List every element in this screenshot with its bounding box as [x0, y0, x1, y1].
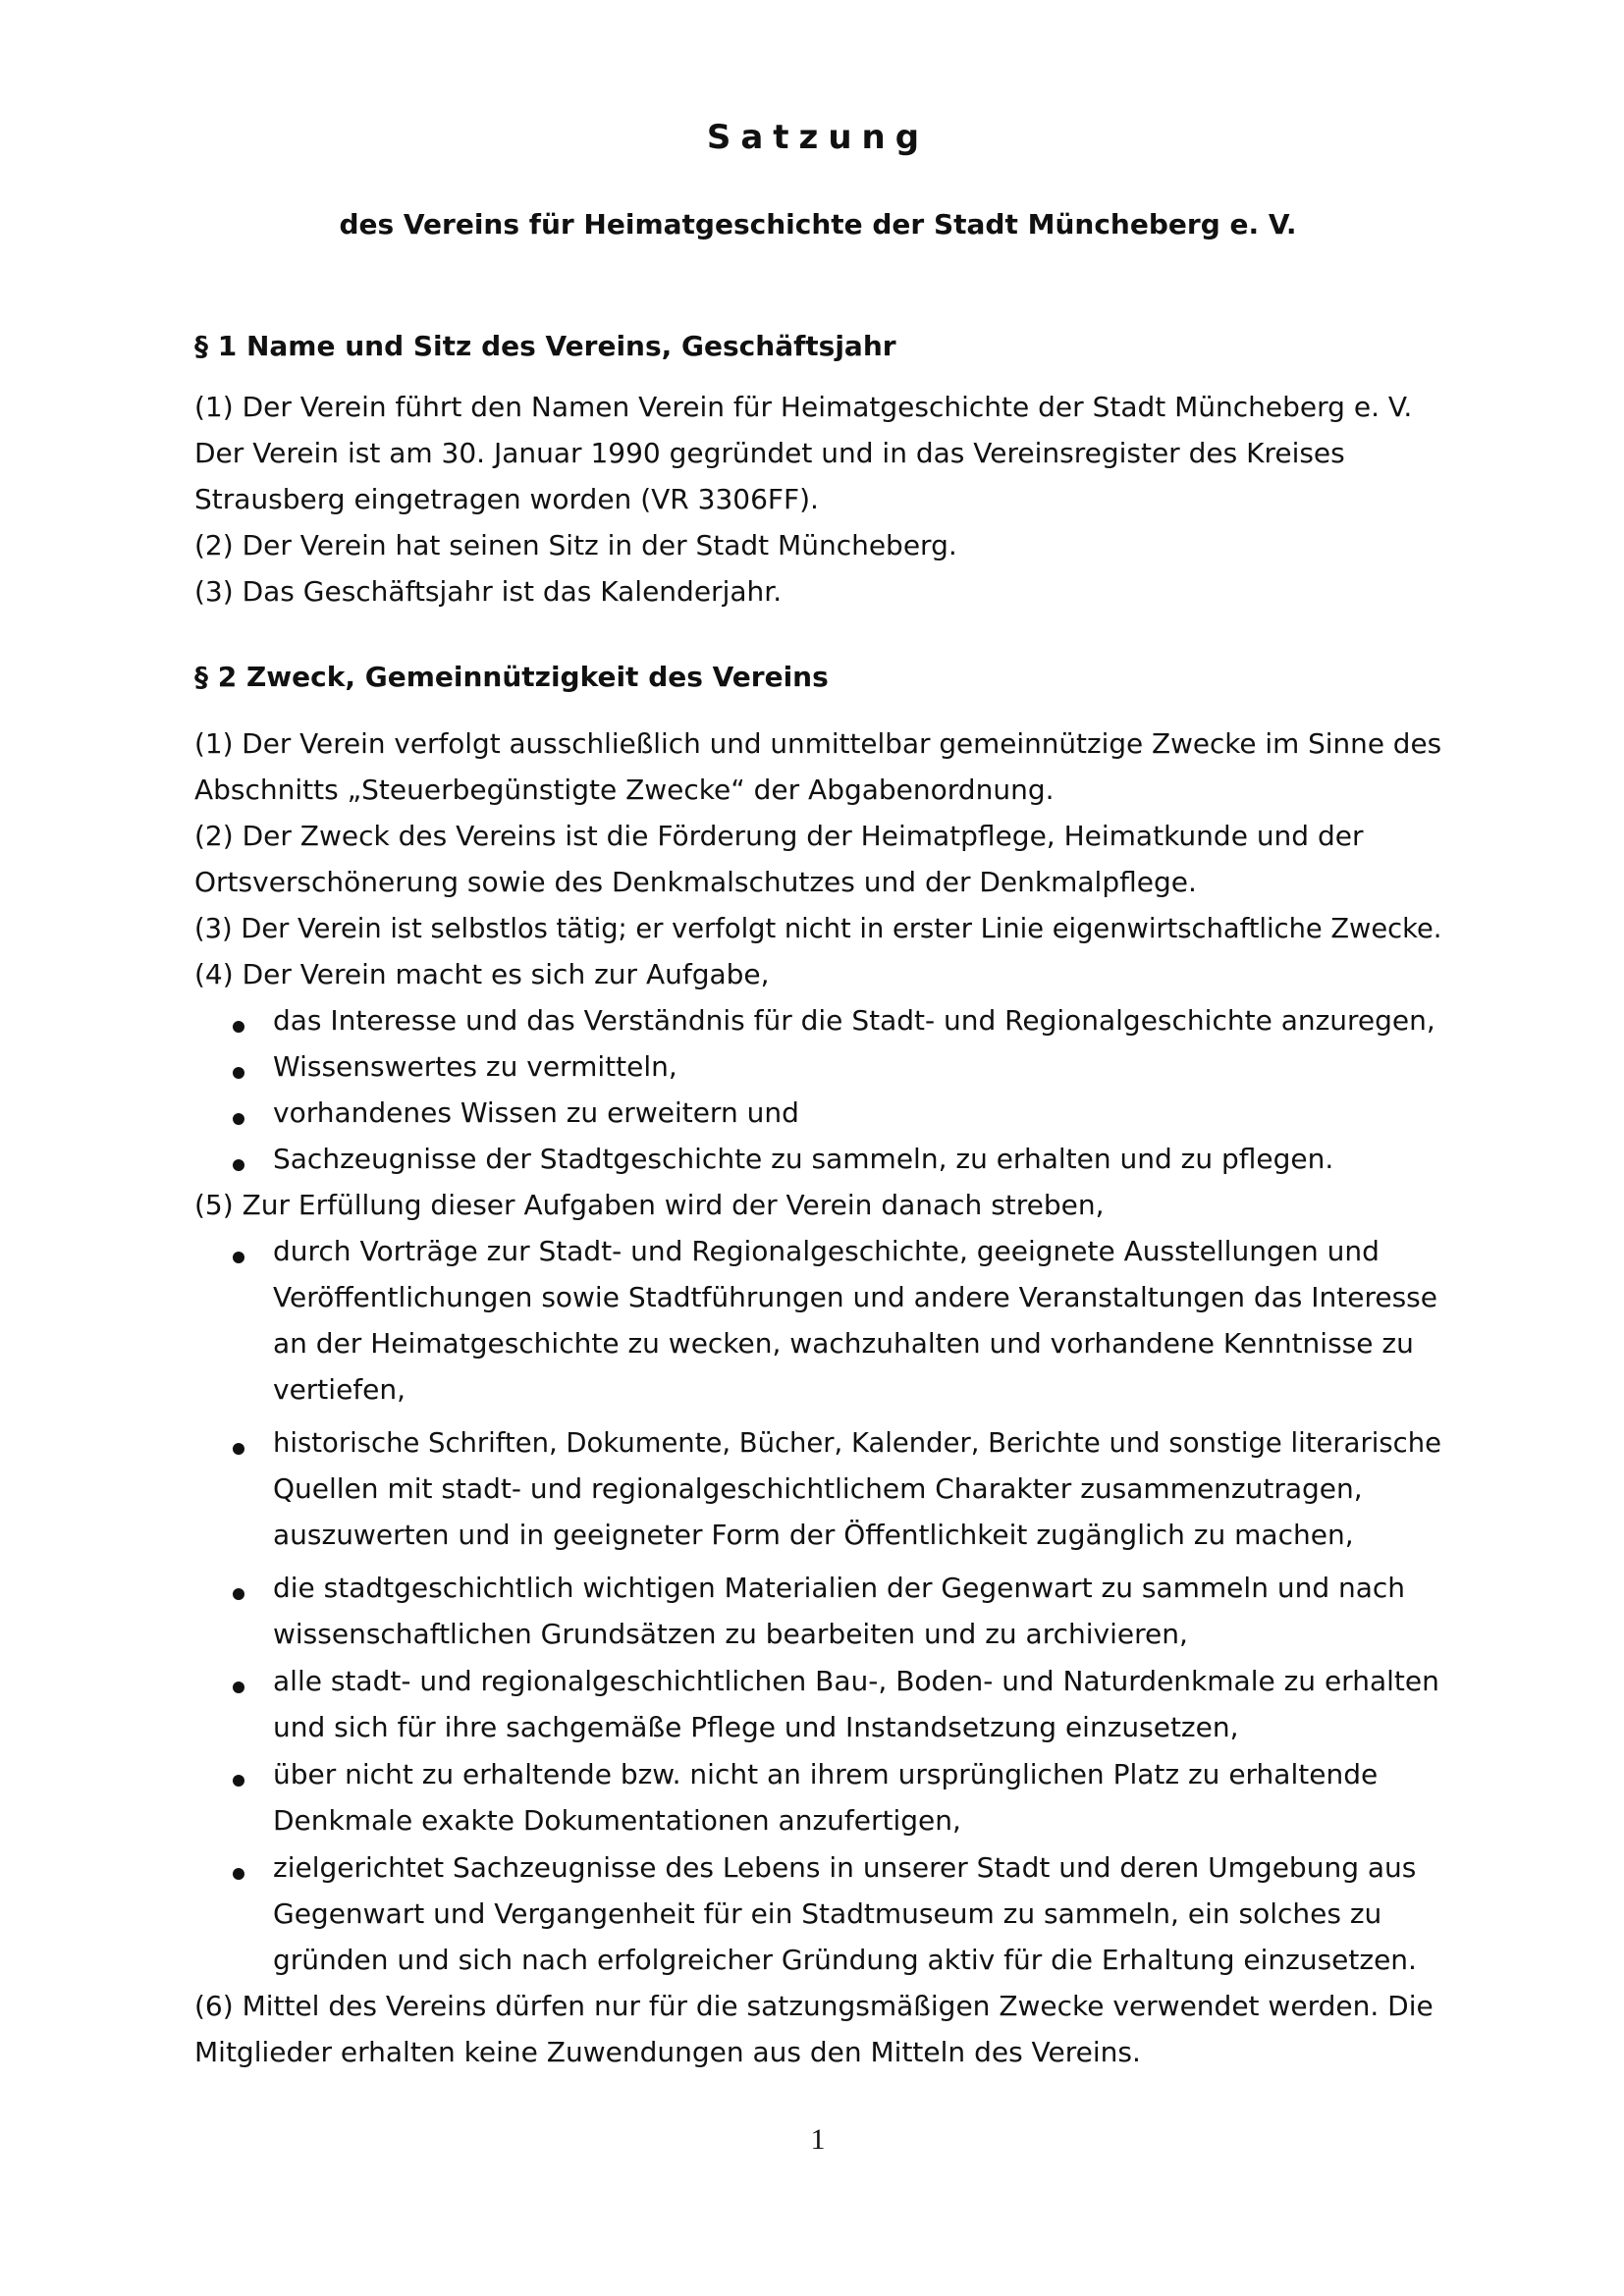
section-2-line: Ortsverschönerung sowie des Denkmalschutzes und der Denkmalpflege.: [194, 866, 1197, 898]
page-number: 1: [810, 2123, 826, 2156]
bullet-icon: [233, 1588, 244, 1600]
list-item: gründen und sich nach erfolgreicher Gründung aktiv für die Erhaltung einzusetzen.: [273, 1944, 1417, 1976]
list-item: Denkmale exakte Dokumentationen anzufertigen,: [273, 1804, 961, 1837]
bullet-icon: [233, 1443, 244, 1455]
document-subtitle: des Vereins für Heimatgeschichte der Stadt Müncheberg e. V.: [339, 208, 1297, 240]
section-1-line: Strausberg eingetragen worden (VR 3306FF).: [194, 483, 819, 515]
list-item: wissenschaftlichen Grundsätzen zu bearbeiten und zu archivieren,: [273, 1618, 1188, 1650]
section-2-line: (4) Der Verein macht es sich zur Aufgabe,: [194, 958, 770, 990]
list-item: durch Vorträge zur Stadt- und Regionalgeschichte, geeignete Ausstellungen und: [273, 1235, 1380, 1267]
section-2-line: (2) Der Zweck des Vereins ist die Förderung der Heimatpflege, Heimatkunde und der: [194, 820, 1364, 852]
list-item: das Interesse und das Verständnis für die Stadt- und Regionalgeschichte anzuregen,: [273, 1004, 1435, 1037]
section-1-line: (3) Das Geschäftsjahr ist das Kalenderjahr.: [194, 575, 783, 608]
bullet-icon: [233, 1682, 244, 1693]
list-item: Quellen mit stadt- und regionalgeschichtlichem Charakter zusammenzutragen,: [273, 1472, 1363, 1505]
bullet-icon: [233, 1113, 244, 1125]
bullet-icon: [233, 1775, 244, 1787]
section-2-line: (1) Der Verein verfolgt ausschließlich und unmittelbar gemeinnützige Zwecke im Sinne des: [194, 727, 1442, 760]
list-item: vertiefen,: [273, 1373, 406, 1406]
section-2-line: (3) Der Verein ist selbstlos tätig; er verfolgt nicht in erster Linie eigenwirtschaftliche Zwecke.: [194, 912, 1442, 944]
section-2-line: (6) Mittel des Vereins dürfen nur für die satzungsmäßigen Zwecke verwendet werden. Die: [194, 1990, 1434, 2022]
list-item: Wissenswertes zu vermitteln,: [273, 1050, 677, 1083]
section-1-line: Der Verein ist am 30. Januar 1990 gegründet und in das Vereinsregister des Kreises: [194, 437, 1345, 469]
bullet-icon: [233, 1868, 244, 1880]
document-title: Satzung: [706, 118, 930, 157]
bullet-icon: [233, 1067, 244, 1079]
bullet-icon: [233, 1252, 244, 1263]
section-2-line: (5) Zur Erfüllung dieser Aufgaben wird der Verein danach streben,: [194, 1189, 1105, 1221]
section-2-heading: § 2 Zweck, Gemeinnützigkeit des Vereins: [194, 661, 829, 693]
list-item: zielgerichtet Sachzeugnisse des Lebens in unserer Stadt und deren Umgebung aus: [273, 1851, 1417, 1884]
list-item: und sich für ihre sachgemäße Pflege und Instandsetzung einzusetzen,: [273, 1711, 1239, 1743]
list-item: über nicht zu erhaltende bzw. nicht an ihrem ursprünglichen Platz zu erhaltende: [273, 1758, 1379, 1790]
list-item: die stadtgeschichtlich wichtigen Materialien der Gegenwart zu sammeln und nach: [273, 1572, 1406, 1604]
section-1-line: (2) Der Verein hat seinen Sitz in der Stadt Müncheberg.: [194, 529, 957, 561]
section-2-line: Mitglieder erhalten keine Zuwendungen aus den Mitteln des Vereins.: [194, 2036, 1141, 2068]
list-item: alle stadt- und regionalgeschichtlichen Bau-, Boden- und Naturdenkmale zu erhalten: [273, 1665, 1439, 1697]
list-item: historische Schriften, Dokumente, Bücher, Kalender, Berichte und sonstige literarische: [273, 1426, 1441, 1459]
list-item: an der Heimatgeschichte zu wecken, wachzuhalten und vorhandene Kenntnisse zu: [273, 1327, 1414, 1360]
section-2-line: Abschnitts „Steuerbegünstigte Zwecke“ der Abgabenordnung.: [194, 774, 1055, 806]
list-item: Sachzeugnisse der Stadtgeschichte zu sammeln, zu erhalten und zu pflegen.: [273, 1143, 1334, 1175]
bullet-icon: [233, 1159, 244, 1171]
bullet-icon: [233, 1021, 244, 1033]
list-item: Veröffentlichungen sowie Stadtführungen und andere Veranstaltungen das Interesse: [273, 1281, 1437, 1313]
section-1-heading: § 1 Name und Sitz des Vereins, Geschäftsjahr: [194, 330, 896, 362]
list-item: auszuwerten und in geeigneter Form der Öffentlichkeit zugänglich zu machen,: [273, 1519, 1354, 1551]
section-1-line: (1) Der Verein führt den Namen Verein für Heimatgeschichte der Stadt Müncheberg e. V.: [194, 391, 1413, 423]
list-item: Gegenwart und Vergangenheit für ein Stadtmuseum zu sammeln, ein solches zu: [273, 1897, 1382, 1930]
list-item: vorhandenes Wissen zu erweitern und: [273, 1096, 799, 1129]
